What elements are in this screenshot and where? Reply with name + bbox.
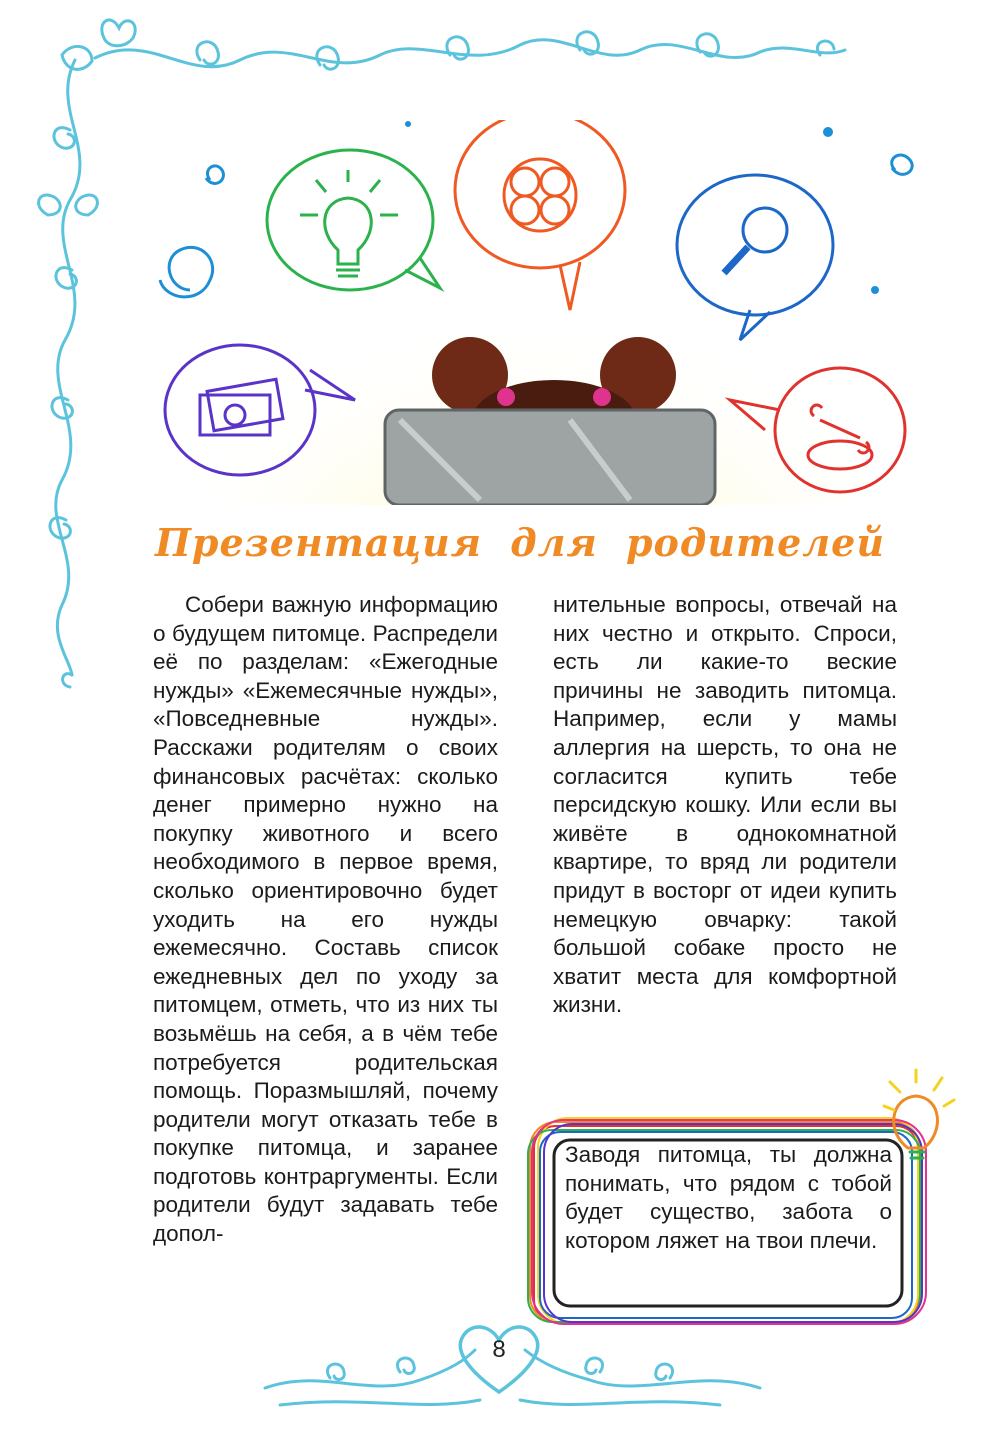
text-column-right [553, 591, 897, 1020]
swirl-decoration [160, 247, 213, 297]
page-title: Презентация для родителей [155, 520, 885, 565]
page-number: 8 [492, 1336, 506, 1363]
magnifier-icon [724, 208, 787, 273]
swirl-decoration [892, 155, 912, 174]
right-column-text: нительные вопросы, отвечай на них честно и открыто. Спроси, есть ли какие-то веские причины не заводить питомца. Например, если у мамы аллергия на шерсть, то она не согласится купить тебе персидскую кошку. Или если вы живёте в однокомнатной квартире, то вряд ли родители придут в восторг от идеи купить немецкую овчарку: такой большой собаке просто не хватит места для комфортной жизни. [553, 592, 897, 1018]
swirl-decoration [206, 166, 223, 184]
text-column-left [153, 591, 498, 1249]
header-illustration [150, 120, 940, 505]
note-text: Заводя питомца, ты должна понимать, что рядом с тобой будет существо, забота о котором ляжет на твои плечи. [565, 1142, 892, 1253]
left-column-text: Собери важную информацию о будущем питомце. Распредели её по разделам: «Ежегодные нужды» «Ежемесячные нужды», «Повседневные нужды». Расскажи родителям о своих финансовых расчётах: сколько денег примерно нужно на покупку животного и всего необходимого в первое время, сколько ориентировочно будет уходить на его нужды ежемесячно. Составь список ежедневных дел по уходу за питомцем, отметь, что из них ты возьмёшь на себя, а в чём тебе потребуется родительская помощь. Поразмышляй, почему родители могут отказать тебе в покупке питомца, и заранее подготовь контраргументы. Если родители будут задавать тебе допол- [153, 592, 498, 1247]
lightbulb-icon [878, 1068, 962, 1168]
